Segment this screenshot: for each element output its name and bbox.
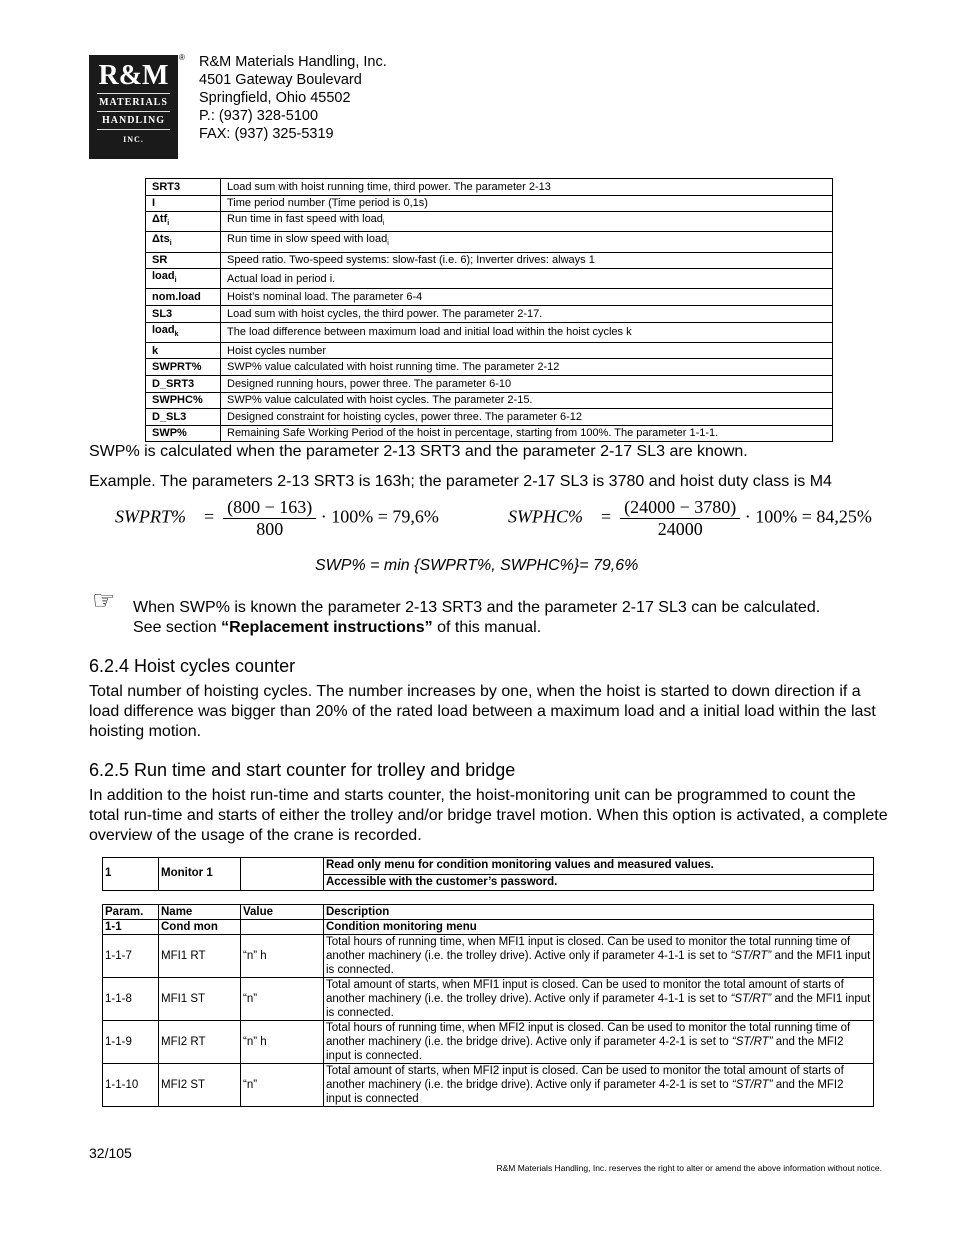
pointing-hand-icon: ☞: [92, 585, 116, 615]
param-description: [324, 1021, 874, 1064]
symbol-description: [221, 322, 833, 342]
table-row: [103, 935, 874, 978]
param-param: 1-1-8: [103, 978, 159, 1021]
param-name: MFI1 ST: [159, 978, 241, 1021]
table-row: [146, 232, 833, 252]
param-value: “n”: [241, 978, 324, 1021]
table-row: [103, 1021, 874, 1064]
symbol-description: [221, 359, 833, 376]
symbol-key: [146, 289, 221, 306]
symbol-description: [221, 269, 833, 289]
symbol-description-text: Speed ratio. Two-speed systems: slow-fast (i.e. 6); Inverter drives: always 1: [227, 254, 595, 267]
menu-description: [324, 858, 874, 891]
swp-min-formula: SWP% = min {SWPRT%, SWPHC%}= 79,6%: [315, 557, 639, 574]
symbol-key: [146, 375, 221, 392]
desc-text: and the MFI1 input is connected.: [326, 950, 871, 976]
description-subscript: i: [387, 240, 389, 248]
param-param: 1-1-9: [103, 1021, 159, 1064]
logo-line-handling: HANDLING: [97, 112, 170, 130]
column-header: Value: [241, 905, 324, 920]
symbol-description-text: Run time in slow speed with load: [227, 233, 388, 246]
table-row: [146, 305, 833, 322]
symbol-key-text: Δtf: [152, 213, 168, 226]
description-subscript: i: [382, 220, 385, 228]
column-header: Description: [324, 905, 874, 920]
symbol-key-text: SWPRT%: [152, 361, 202, 374]
symbol-subscript: i: [167, 220, 170, 228]
note-text-part: of this manual.: [432, 619, 542, 636]
table-row: [103, 1064, 874, 1107]
symbol-key: [146, 252, 221, 269]
symbol-key-text: I: [152, 197, 156, 210]
table-row: [146, 252, 833, 269]
param-param: 1-1-10: [103, 1064, 159, 1107]
symbol-key: [146, 269, 221, 289]
symbol-description: [221, 289, 833, 306]
symbol-key-text: SWP%: [152, 427, 187, 440]
eq-numerator: (800 − 163): [223, 497, 316, 519]
symbol-description: [221, 195, 833, 212]
param-param: 1-1-7: [103, 935, 159, 978]
registered-mark: ®: [179, 53, 185, 62]
equation-swprt: [115, 497, 439, 540]
parameters-table: [102, 904, 874, 1107]
symbol-key: [146, 212, 221, 232]
desc-text: Total hours of running time, when MFI1 input is closed. Can be used to monitor the total running time of another machinery (i.e. the trolley drive). Active only if parameter 4-1-1 is set to: [326, 936, 851, 962]
table-row: [146, 342, 833, 359]
table-row: [146, 195, 833, 212]
symbol-key-text: load: [152, 323, 175, 336]
eq-fraction: [223, 497, 316, 540]
symbol-key: [146, 392, 221, 409]
address-line: P.: (937) 328-5100: [199, 108, 319, 124]
symbol-description: [221, 305, 833, 322]
section-body-624: Total number of hoisting cycles. The number increases by one, when the hoist is started to down direction if a load difference was bigger than 20% of the rated load between a maximum load and a initial load within the last hoisting motion.: [89, 683, 876, 740]
symbol-key-text: D_SL3: [152, 410, 187, 423]
eq-sign: =: [204, 506, 215, 527]
desc-setting: “ST/RT”: [731, 1079, 773, 1091]
symbol-key-text: k: [152, 344, 159, 357]
symbol-description-text: Hoist’s nominal load. The parameter 6-4: [227, 291, 423, 304]
table-row: [146, 425, 833, 442]
symbol-key: [146, 179, 221, 196]
note-text: [133, 598, 820, 638]
section-body-625: In addition to the hoist run-time and starts counter, the hoist-monitoring unit can be programmed to count the total run-time and starts of either the trolley and/or bridge travel motion. When this option is activated, a complete overview of the usage of the crane is recorded.: [89, 787, 888, 844]
eq-lhs: SWPHC%: [508, 506, 583, 527]
table-header-row: [103, 905, 874, 920]
symbol-description-text: Designed constraint for hoisting cycles, power three. The parameter 6-12: [227, 410, 583, 423]
symbol-subscript: i: [174, 277, 177, 285]
desc-text: Total amount of starts, when MFI1 input is closed. Can be used to monitor the total amount of starts of another machinery (i.e. the trolley drive). Active only if parameter 4-1-1 is set to: [326, 979, 844, 1005]
symbol-key: [146, 322, 221, 342]
section-heading-624: 6.2.4 Hoist cycles counter: [89, 656, 296, 676]
table-cell: Condition monitoring menu: [324, 920, 874, 935]
symbol-subscript: i: [169, 240, 172, 248]
table-row: [146, 269, 833, 289]
equation-swphc: [508, 497, 872, 540]
menu-value: [241, 858, 324, 891]
table-row: [146, 179, 833, 196]
desc-text: Total amount of starts, when MFI2 input is closed. Can be used to monitor the total amount of starts of another machinery (i.e. the bridge drive). Active only if parameter 4-2-1 is set to: [326, 1065, 844, 1091]
desc-setting: “ST/RT”: [731, 1036, 773, 1048]
param-name: MFI1 RT: [159, 935, 241, 978]
symbol-key-text: SL3: [152, 307, 173, 320]
symbol-key-text: SRT3: [152, 180, 181, 193]
eq-lhs: SWPRT%: [115, 506, 186, 527]
eq-fraction: [620, 497, 740, 540]
eq-rhs: · 100% = 84,25%: [744, 506, 872, 527]
symbol-key: [146, 409, 221, 426]
symbol-description-text: Hoist cycles number: [227, 344, 327, 357]
table-row: [146, 375, 833, 392]
menu-desc-line: Accessible with the customer’s password.: [324, 874, 873, 890]
symbol-description-text: Run time in fast speed with load: [227, 213, 383, 226]
symbol-key: [146, 342, 221, 359]
param-value: “n”: [241, 1064, 324, 1107]
symbol-description: [221, 409, 833, 426]
table-cell: Cond mon: [159, 920, 241, 935]
symbol-key-text: nom.load: [152, 291, 201, 304]
note-section-link: “Replacement instructions”: [221, 619, 433, 636]
table-row: [146, 322, 833, 342]
symbol-description: [221, 392, 833, 409]
eq-denominator: 24000: [657, 519, 703, 539]
symbol-description: [221, 425, 833, 442]
address-line: R&M Materials Handling, Inc.: [199, 54, 387, 70]
column-header: Name: [159, 905, 241, 920]
eq-rhs: · 100% = 79,6%: [320, 506, 439, 527]
symbol-key: [146, 425, 221, 442]
menu-number: 1: [103, 858, 159, 891]
symbol-description-text: Actual load in period i.: [227, 272, 336, 285]
symbol-subscript: k: [174, 330, 179, 338]
table-row: [103, 978, 874, 1021]
desc-text: and the MFI2 input is connected: [326, 1079, 844, 1105]
param-description: [324, 978, 874, 1021]
symbol-description-text: Load sum with hoist cycles, the third power. The parameter 2-17.: [227, 307, 543, 320]
param-description: [324, 1064, 874, 1107]
symbol-description: [221, 232, 833, 252]
desc-setting: “ST/RT”: [730, 950, 772, 962]
menu-header-table: [102, 857, 874, 891]
symbol-description-text: SWP% value calculated with hoist cycles. The parameter 2-15.: [227, 394, 533, 407]
symbol-description-text: Time period number (Time period is 0,1s): [227, 197, 428, 210]
desc-setting: “ST/RT”: [730, 993, 772, 1005]
note-text-part: See section: [133, 619, 222, 636]
page-number: 32/105: [89, 1145, 132, 1161]
param-description: [324, 935, 874, 978]
eq-denominator: 800: [256, 519, 284, 539]
paragraph-example: Example. The parameters 2-13 SRT3 is 163h; the parameter 2-17 SL3 is 3780 and hoist duty class is M4: [89, 473, 832, 490]
note-line: When SWP% is known the parameter 2-13 SRT3 and the parameter 2-17 SL3 can be calculated.: [133, 599, 821, 616]
menu-desc-line: Read only menu for condition monitoring values and measured values.: [326, 859, 714, 871]
symbol-description-text: The load difference between maximum load and initial load within the hoist cycles k: [227, 326, 632, 339]
param-name: MFI2 ST: [159, 1064, 241, 1107]
table-row: [103, 858, 874, 891]
section-heading-625: 6.2.5 Run time and start counter for trolley and bridge: [89, 760, 516, 780]
table-row: [146, 212, 833, 232]
symbol-description: [221, 212, 833, 232]
symbol-description-text: Remaining Safe Working Period of the hoist in percentage, starting from 100%. The parameter 1-1-1.: [227, 427, 719, 440]
column-header: Param.: [103, 905, 159, 920]
table-row: [146, 409, 833, 426]
param-value: “n” h: [241, 935, 324, 978]
param-value: “n” h: [241, 1021, 324, 1064]
symbol-key-text: SR: [152, 254, 168, 267]
symbols-table: [145, 178, 833, 442]
address-line: 4501 Gateway Boulevard: [199, 72, 362, 88]
table-group-row: [103, 920, 874, 935]
symbol-key-text: Δts: [152, 233, 170, 246]
footer-disclaimer: R&M Materials Handling, Inc. reserves the right to alter or amend the above information without notice.: [496, 1163, 882, 1173]
table-row: [146, 289, 833, 306]
table-cell: [241, 920, 324, 935]
desc-text: and the MFI1 input is connected.: [326, 993, 871, 1019]
eq-numerator: (24000 − 3780): [620, 497, 740, 519]
symbol-key-text: SWPHC%: [152, 394, 203, 407]
symbol-description: [221, 375, 833, 392]
company-logo: [89, 55, 178, 159]
symbol-description: [221, 342, 833, 359]
paragraph-swp-calc: SWP% is calculated when the parameter 2-13 SRT3 and the parameter 2-17 SL3 are known.: [89, 443, 748, 460]
logo-line-inc: INC.: [123, 135, 144, 144]
address-line: Springfield, Ohio 45502: [199, 90, 351, 106]
desc-text: and the MFI2 input is connected.: [326, 1036, 844, 1062]
symbol-key: [146, 305, 221, 322]
symbol-key: [146, 232, 221, 252]
symbol-description: [221, 179, 833, 196]
symbol-key-text: load: [152, 270, 175, 283]
menu-name: Monitor 1: [159, 858, 241, 891]
logo-mark: R&M: [98, 60, 169, 91]
logo-line-materials: MATERIALS: [97, 93, 170, 112]
eq-sign: =: [601, 506, 612, 527]
table-cell: 1-1: [103, 920, 159, 935]
symbol-key: [146, 359, 221, 376]
symbol-key-text: D_SRT3: [152, 377, 195, 390]
company-address: [199, 53, 387, 143]
symbol-description: [221, 252, 833, 269]
table-row: [146, 392, 833, 409]
desc-text: Total hours of running time, when MFI2 input is closed. Can be used to monitor the total running time of another machinery (i.e. the bridge drive). Active only if parameter 4-2-1 is set to: [326, 1022, 851, 1048]
note-line: [133, 618, 820, 638]
symbol-description-text: Designed running hours, power three. The parameter 6-10: [227, 377, 512, 390]
table-row: [146, 359, 833, 376]
symbol-key: [146, 195, 221, 212]
param-name: MFI2 RT: [159, 1021, 241, 1064]
address-line: FAX: (937) 325-5319: [199, 126, 334, 142]
symbol-description-text: Load sum with hoist running time, third power. The parameter 2-13: [227, 180, 551, 193]
symbol-description-text: SWP% value calculated with hoist running time. The parameter 2-12: [227, 361, 560, 374]
